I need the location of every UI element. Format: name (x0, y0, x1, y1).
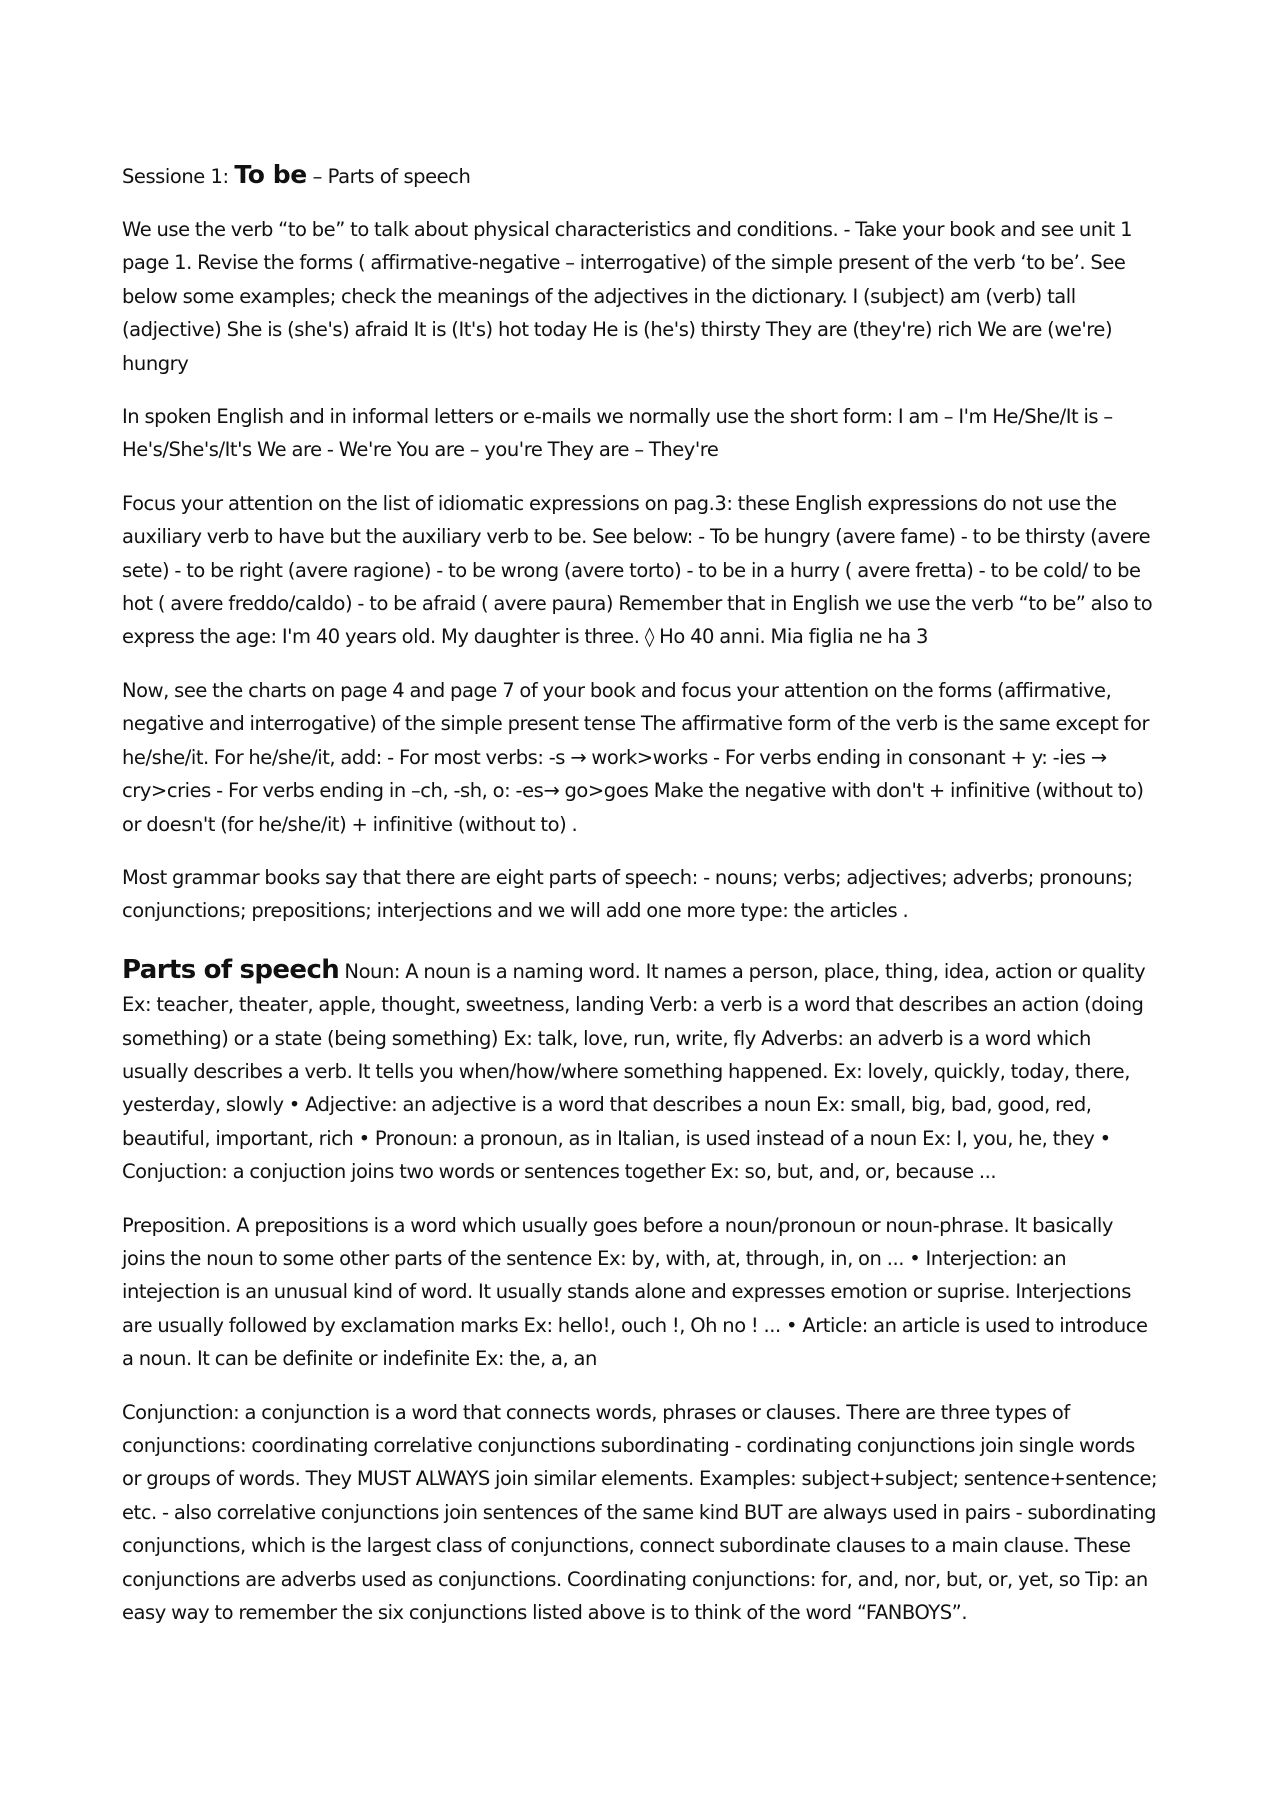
parts-of-speech-heading: Parts of speech (122, 954, 340, 985)
paragraph-idiomatic-expressions: Focus your attention on the list of idiomatic expressions on pag.3: these English expressions do not use the auxiliary verb to have but the auxiliary verb to be. See below: - To be hungry (avere fame) - to be thirsty (avere sete) - to be right (avere ragione) - to be wrong (avere torto) - to be in a hurry ( avere fretta) - to be cold/ to be hot ( avere freddo/caldo) - to be afraid ( avere paura) Remember that in English we use the verb “to be” also to express the age: I'm 40 years old. My daughter is three. ◊ Ho 40 anni. Mia figlia ne ha 3 (122, 491, 1153, 649)
paragraph-preposition: Preposition. A prepositions is a word which usually goes before a noun/pronoun or noun-phrase. It basically joins the noun to some other parts of the sentence Ex: by, with, at, through, in, on ... • Interjection: an intejection is an unusual kind of word. It usually stands alone and expresses emotion or suprise. Interjections are usually followed by exclamation marks Ex: hello!, ouch !, Oh no ! ... • Article: an article is used to introduce a noun. It can be definite or indefinite Ex: the, a, an (122, 1213, 1148, 1371)
parts-of-speech-text: Noun: A noun is a naming word. It names a person, place, thing, idea, action or quality Ex: teacher, theater, apple, thought, sweetness, landing Verb: a verb is a word that describes an action (doing something) or a state (being something) Ex: talk, love, run, write, fly Adverbs: an adverb is a word which usually describes a verb. It tells you when/how/where something happened. Ex: lovely, quickly, today, there, yesterday, slowly • Adjective: an adjective is a word that describes a noun Ex: small, big, bad, good, red, beautiful, important, rich • Pronoun: a pronoun, as in Italian, is used instead of a noun Ex: I, you, he, they • Conjuction: a conjuction joins two words or sentences together Ex: so, but, and, or, because ... (122, 959, 1146, 1184)
document-title (122, 158, 1158, 193)
title-suffix: – Parts of speech (306, 165, 471, 188)
paragraph-short-forms: In spoken English and in informal letters or e-mails we normally use the short form: I am – I'm He/She/It is – He's/She's/It's We are - We're You are – you're They are – They're (122, 405, 1113, 462)
paragraph-eight-parts: Most grammar books say that there are eight parts of speech: - nouns; verbs; adjectives; adverbs; pronouns; conjunctions; prepositions; interjections and we will add one more type: the articles . (122, 865, 1133, 923)
paragraph-conjunction: Conjunction: a conjunction is a word that connects words, phrases or clauses. There are three types of conjunctions: coordinating correlative conjunctions subordinating - cordinating conjunctions join single words or groups of words. They MUST ALWAYS join similar elements. Examples: subject+subject; sentence+sentence; etc. - also correlative conjunctions join sentences of the same kind BUT are always used in pairs - subordinating conjunctions, which is the largest class of conjunctions, connect subordinate clauses to a main clause. These conjunctions are adverbs used as conjunctions. Coordinating conjunctions: for, and, nor, but, or, yet, so Tip: an easy way to remember the six conjunctions listed above is to think of the word “FANBOYS”. (122, 1400, 1158, 1625)
title-main: To be (234, 160, 307, 189)
paragraph-simple-present: Now, see the charts on page 4 and page 7 of your book and focus your attention on the forms (affirmative, negative and interrogative) of the simple present tense The affirmative form of the verb is the same except for he/she/it. For he/she/it, add: - For most verbs: -s → work>works - For verbs ending in consonant + y: -ies → cry>cries - For verbs ending in –ch, -sh, o: -es→ go>goes Make the negative with don't + infinitive (without to) or doesn't (for he/she/it) + infinitive (without to) . (122, 678, 1150, 836)
title-prefix: Sessione 1: (122, 165, 235, 188)
paragraph-parts-of-speech (122, 954, 1158, 1189)
paragraph-to-be-usage: We use the verb “to be” to talk about physical characteristics and conditions. - Take your book and see unit 1 page 1. Revise the forms ( affirmative-negative – interrogative) of the simple present of the verb ‘to be’. See below some examples; check the meanings of the adjectives in the dictionary. I (subject) am (verb) tall (adjective) She is (she's) afraid It is (It's) hot today He is (he's) thirsty They are (they're) rich We are (we're) hungry (122, 218, 1133, 375)
